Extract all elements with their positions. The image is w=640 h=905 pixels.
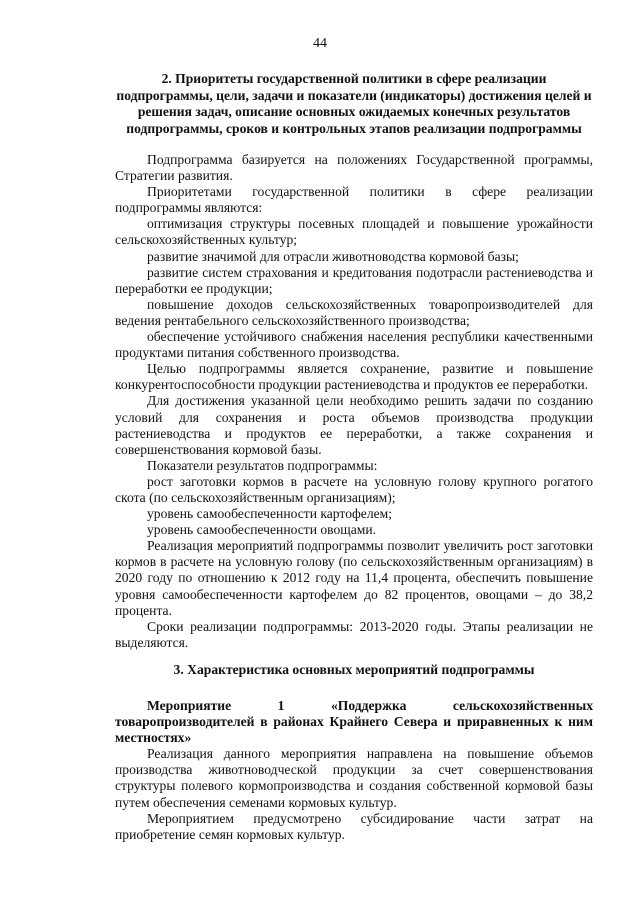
- paragraph: Реализация мероприятий подпрограммы позволит увеличить рост заготовки кормов в расчете на условную голову (по сельскохозяйственным организациям) в 2020 году по отношению к 2012 году на 11,4 процента, обеспечить повышение уровня самообеспеченности картофелем до 82 процентов, овощами – до 38,2 процента.: [115, 538, 593, 618]
- section3-body: [115, 698, 593, 843]
- measure-title: Мероприятие 1 «Поддержка сельскохозяйственных товаропроизводителей в районах Крайнего Севера и приравненных к ним местностях»: [115, 698, 593, 746]
- paragraph: Сроки реализации подпрограммы: 2013-2020 годы. Этапы реализации не выделяются.: [115, 618, 593, 650]
- section2-body: [115, 152, 593, 651]
- paragraph: развитие систем страхования и кредитования подотрасли растениеводства и переработки ее продукции;: [115, 264, 593, 296]
- paragraph: обеспечение устойчивого снабжения населения республики качественными продуктами питания собственного производства.: [115, 329, 593, 361]
- paragraph: оптимизация структуры посевных площадей и повышение урожайности сельскохозяйственных культур;: [115, 216, 593, 248]
- paragraph: развитие значимой для отрасли животноводства кормовой базы;: [147, 248, 519, 264]
- paragraph: уровень самообеспеченности картофелем;: [147, 506, 393, 522]
- paragraph: Для достижения указанной цели необходимо решить задачи по созданию условий для сохранения и роста объемов производства продукции растениеводства и продуктов ее переработки, а также сохранения и совершенствования кормовой базы.: [115, 393, 593, 457]
- paragraph: уровень самообеспеченности овощами.: [147, 522, 377, 538]
- paragraph: Показатели результатов подпрограммы:: [147, 457, 378, 473]
- paragraph: Приоритетами государственной политики в сфере реализации подпрограммы являются:: [115, 184, 593, 216]
- section3-heading: 3. Характеристика основных мероприятий подпрограммы: [173, 662, 535, 677]
- paragraph: Подпрограмма базируется на положениях Государственной программы, Стратегии развития.: [115, 152, 593, 184]
- paragraph: Целью подпрограммы является сохранение, развитие и повышение конкурентоспособности продукции растениеводства и продуктов ее переработки.: [115, 361, 593, 393]
- page-number: 44: [313, 36, 327, 51]
- section2-heading: 2. Приоритеты государственной политики в сфере реализации подпрограммы, цели, задачи и показатели (индикаторы) достижения целей и решения задач, описание основных ожидаемых конечных результатов подпрограммы, сроков и контрольных этапов реализации подпрограммы: [116, 71, 592, 136]
- paragraph: повышение доходов сельскохозяйственных товаропроизводителей для ведения рентабельного сельскохозяйственного производства;: [115, 296, 593, 328]
- paragraph: Мероприятием предусмотрено субсидирование части затрат на приобретение семян кормовых культур.: [115, 810, 593, 842]
- paragraph: Реализация данного мероприятия направлена на повышение объемов производства животноводческой продукции за счет совершенствования структуры полевого кормопроизводства и создания собственной кормовой базы путем обеспечения семенами кормовых культур.: [115, 746, 593, 810]
- paragraph: рост заготовки кормов в расчете на условную голову крупного рогатого скота (по сельскохозяйственным организациям);: [115, 473, 593, 505]
